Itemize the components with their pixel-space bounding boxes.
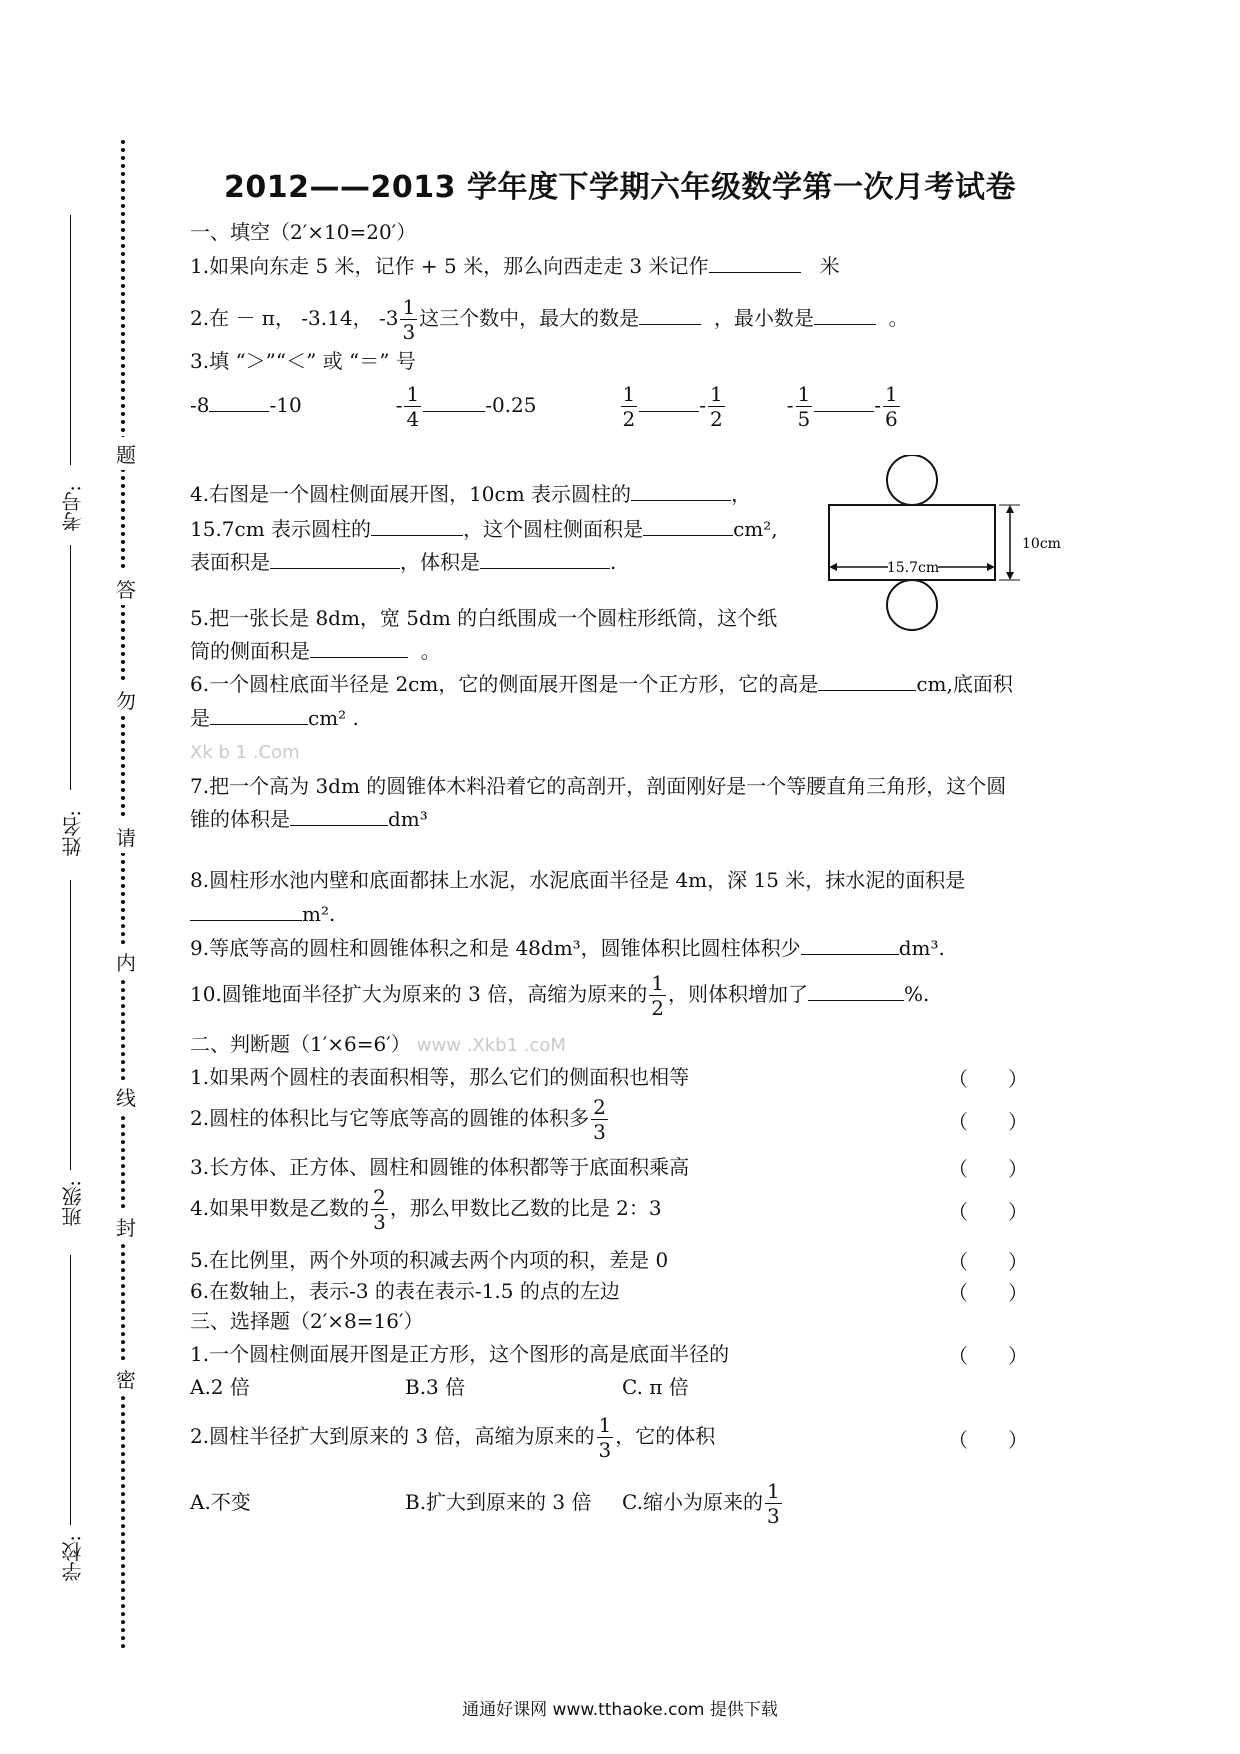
q2-end: 。 [888,306,909,330]
exam-number-line [70,215,71,465]
choice-2-option-c[interactable]: C.缩小为原来的 $\frac{1}{3}$ [622,1479,780,1528]
choice-1-option-c[interactable]: C. π 倍 [622,1375,689,1399]
question-1 [190,252,840,280]
question-3: 3.填 “＞”“＜” 或 “＝” 号 [190,349,416,373]
q3-b-sign: - [395,393,403,417]
seal-char: 线 [116,1080,136,1113]
width-label: 15.7cm [886,560,940,576]
answer-blank[interactable] [818,670,916,691]
answer-blank[interactable] [209,391,269,412]
class-line [70,880,71,1170]
answer-blank[interactable] [270,548,400,569]
answer-blank[interactable] [423,391,485,412]
answer-blank[interactable] [643,515,733,536]
fraction: $\frac{1}{3}$ [598,1413,612,1462]
question-4-line3: 表面积是 ，体积是 . [190,550,617,574]
seal-char: 请 [116,820,136,853]
section1-heading: 一、填空（2′×10=20′） [190,220,417,244]
watermark: www .Xkb1 .coM [416,1035,566,1056]
school-label: 学校: [61,1535,85,1582]
choice-1-option-a[interactable]: A.2 倍 [190,1375,250,1399]
answer-paren[interactable]: （ ） [948,1281,1028,1305]
fraction: $\frac{1}{2}$ [710,382,723,431]
judge-item-1: 1.如果两个圆柱的表面积相等，那么它们的侧面积也相等 [190,1065,690,1089]
height-label: 10cm [1022,536,1061,552]
seal-char: 密 [116,1362,136,1395]
judge-item-3: 3.长方体、正方体、圆柱和圆锥的体积都等于底面积乘高 [190,1155,690,1179]
question-3-items [190,380,902,430]
page-title: 2012——2013 学年度下学期六年级数学第一次月考试卷 [224,170,1016,205]
answer-blank[interactable] [639,304,701,325]
fraction: $\frac{1}{2}$ [622,382,636,431]
seal-char: 勿 [116,683,136,716]
binding-dotted-line [121,140,125,1650]
answer-blank[interactable] [631,480,731,501]
question-7-line1: 7.把一个高为 3dm 的圆锥体木料沿着它的高剖开，剖面刚好是一个等腰直角三角形，这个圆 [190,774,1007,798]
fraction: $\frac{1}{3}$ [766,1479,780,1528]
bottom-circle [887,580,937,630]
question-6-line2: 是 cm² . [190,706,359,730]
answer-blank[interactable] [709,252,801,273]
answer-paren[interactable]: （ ） [948,1344,1028,1368]
name-line [70,545,71,790]
q3-b-right: -0.25 [485,393,537,417]
question-9: 9.等底等高的圆柱和圆锥体积之和是 48dm³，圆锥体积比圆柱体积少 dm³. [190,936,945,960]
seal-char: 答 [116,572,136,605]
judge-item-6: 6.在数轴上，表示-3 的表在表示-1.5 的点的左边 [190,1279,620,1303]
q1-unit: 米 [819,254,840,278]
footer-text: 通通好课网 www.tthaoke.com 提供下载 [462,1700,778,1720]
answer-blank[interactable] [801,934,899,955]
answer-paren[interactable]: （ ） [948,1250,1028,1274]
fraction: $\frac{1}{4}$ [406,382,420,431]
question-5-line2: 筒的侧面积是 。 [190,639,441,663]
answer-blank[interactable] [639,391,699,412]
q3-a-right: -10 [269,393,302,417]
fraction: $\frac{2}{3}$ [373,1185,386,1234]
answer-blank[interactable] [210,704,308,725]
q3-d-sign2: - [874,393,881,417]
cylinder-net-figure [820,455,1070,670]
question-4-line2: 15.7cm 表示圆柱的 ，这个圆柱侧面积是 cm², [190,517,778,541]
q3-c-sign: - [699,393,706,417]
seal-char: 题 [116,437,136,470]
name-label: 姓名: [61,810,85,857]
q3-a-left: -8 [190,393,210,417]
answer-blank[interactable] [814,304,876,325]
watermark: Xk b 1 .Com [190,742,300,763]
q1-text: 1.如果向东走 5 米，记作 + 5 米，那么向西走走 3 米记作 [190,254,709,278]
question-5-line1: 5.把一张长是 8dm，宽 5dm 的白纸围成一个圆柱形纸筒，这个纸 [190,606,778,630]
answer-paren[interactable]: （ ） [948,1157,1028,1181]
question-8-line1: 8.圆柱形水池内壁和底面都抹上水泥，水泥底面半径是 4m，深 15 米，抹水泥的面积是 [190,868,966,892]
choice-1-option-b[interactable]: B.3 倍 [405,1375,466,1399]
answer-blank[interactable] [808,980,904,1001]
q3-d-sign: - [786,393,794,417]
q2-text-mid: 这三个数中，最大的数是 [419,306,640,330]
q2-text-mid2: ，最小数是 [713,306,814,330]
answer-blank[interactable] [310,637,408,658]
choice-2-option-b[interactable]: B.扩大到原来的 3 倍 [405,1490,592,1514]
answer-blank[interactable] [371,515,463,536]
choice-2-option-a[interactable]: A.不变 [190,1490,251,1514]
class-label: 班级: [61,1180,85,1227]
judge-item-4: 4.如果甲数是乙数的 $\frac{2}{3}$ ，那么甲数比乙数的比是 2：3 [190,1185,662,1234]
seal-char: 内 [116,945,136,978]
judge-item-5: 5.在比例里，两个外项的积减去两个内项的积，差是 0 [190,1248,669,1272]
choice-question-2: 2.圆柱半径扩大到原来的 3 倍，高缩为原来的 $\frac{1}{3}$ ，它的体积 [190,1413,716,1462]
judge-item-2: 2.圆柱的体积比与它等底等高的圆锥的体积多 $\frac{2}{3}$ [190,1095,606,1144]
top-circle [887,455,937,505]
question-4-line1: 4.右图是一个圆柱侧面展开图，10cm 表示圆柱的 ， [190,482,752,506]
question-6-line1: 6.一个圆柱底面半径是 2cm，它的侧面展开图是一个正方形，它的高是 cm,底面积 [190,672,1013,696]
seal-char: 封 [116,1210,136,1243]
choice-question-1: 1.一个圆柱侧面展开图是正方形，这个图形的高是底面半径的 [190,1342,730,1366]
question-10: 10.圆锥地面半径扩大为原来的 3 倍，高缩为原来的 $\frac{1}{2}$ ，则体积增加了 %. [190,971,930,1020]
answer-paren[interactable]: （ ） [948,1428,1028,1452]
question-2 [190,293,909,343]
answer-paren[interactable]: （ ） [948,1200,1028,1224]
question-7-line2: 锥的体积是 dm³ [190,807,428,831]
answer-blank[interactable] [190,900,302,921]
fraction: $\frac{1}{2}$ [651,971,664,1020]
section2-heading: 二、判断题（1′×6=6′） www .Xkb1 .coM [190,1032,566,1056]
section3-heading: 三、选择题（2′×8=16′） [190,1309,424,1333]
fraction: $\frac{2}{3}$ [593,1095,606,1144]
school-line [70,1255,71,1525]
fraction: $\frac{1}{3}$ [402,295,416,344]
answer-blank[interactable] [290,805,388,826]
q2-text: 2.在 － π， -3.14， -3 [190,306,399,330]
answer-blank[interactable] [814,391,874,412]
fraction: $\frac{1}{6}$ [885,382,898,431]
fraction: $\frac{1}{5}$ [797,382,811,431]
answer-paren[interactable]: （ ） [948,1067,1028,1091]
question-8-line2: m². [190,900,335,928]
answer-paren[interactable]: （ ） [948,1110,1028,1134]
exam-number-label: 考号: [61,485,85,532]
answer-blank[interactable] [480,548,610,569]
